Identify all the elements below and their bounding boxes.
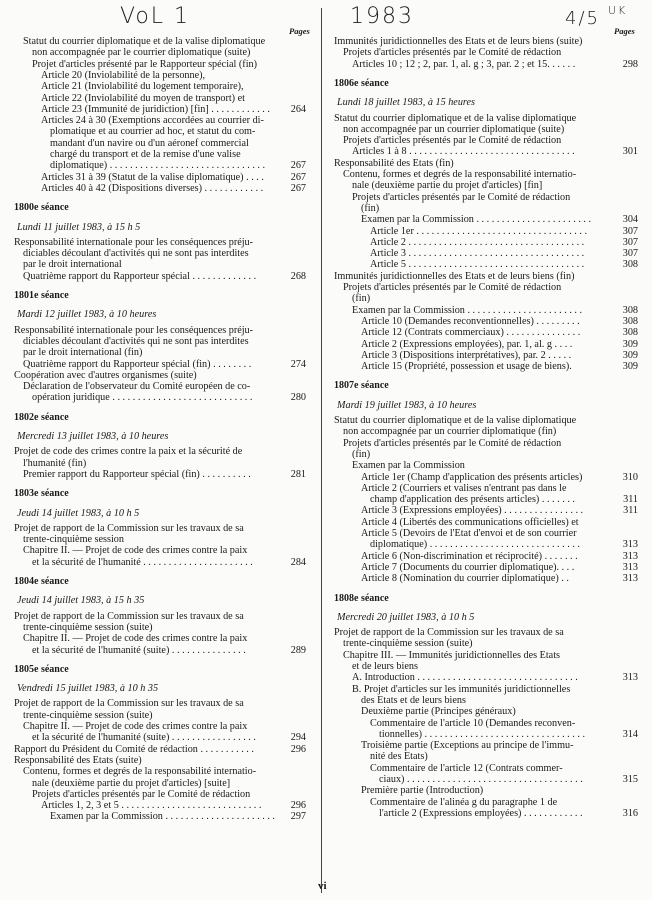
session-date: Jeudi 14 juillet 1983, à 15 h 35 [17, 595, 145, 607]
page-number: 281 [290, 468, 306, 480]
toc-entry: par le droit international [23, 259, 122, 271]
toc-entry: plomatique et au courrier ad hoc, et statut du com- [50, 126, 256, 138]
toc-entry: et la sécurité de l'humanité . . . . . . . . . . . . . . . . . . . . . . [32, 556, 253, 568]
toc-entry: nale (deuxième partie du projet d'articles) [fin] [352, 180, 543, 192]
toc-entry: opération juridique . . . . . . . . . . . . . . . . . . . . . . . . . . . . [32, 392, 253, 404]
page-number: 308 [622, 315, 638, 327]
toc-entry: trente-cinquième session [23, 534, 124, 546]
toc-entry: Projet de rapport de la Commission sur les travaux de sa [334, 627, 564, 639]
pages-header-left: Pages [289, 26, 310, 36]
toc-entry: trente-cinquième session (suite) [343, 638, 473, 650]
toc-entry: Commentaire de l'alinéa g du paragraphe 1 de [370, 796, 558, 808]
toc-entry: Article 4 (Libertés des communications officielles) et [361, 516, 579, 528]
toc-entry: l'humanité (fin) [23, 457, 87, 469]
toc-entry: Contenu, formes et degrés de la responsabilité internatio- [343, 169, 577, 180]
page-number: 315 [622, 774, 638, 785]
session-heading: 1803e séance [14, 488, 69, 500]
page-number: 307 [622, 225, 638, 237]
toc-entry: Examen par la Commission . . . . . . . . . . . . . . . . . . . . . . . [352, 304, 583, 316]
toc-entry: diciables découlant d'activités qui ne sont pas interdites [23, 335, 249, 347]
session-date: Lundi 11 juillet 1983, à 15 h 5 [17, 221, 141, 233]
toc-entry: Responsabilité internationale pour les conséquences préju- [14, 236, 254, 248]
toc-entry: Article 3 (Dispositions interprétatives), par. 2 . . . . . [361, 349, 572, 361]
toc-entry: Article 2 (Courriers et valises n'entrant pas dans le [361, 482, 567, 494]
toc-entry: et de leurs biens [352, 661, 418, 672]
toc-entry: et la sécurité de l'humanité (suite) . . . . . . . . . . . . . . . [32, 644, 246, 656]
pages-header-right: Pages [614, 26, 635, 36]
session-date: Mercredi 20 juillet 1983, à 10 h 5 [337, 611, 475, 623]
toc-entry: Projet de rapport de la Commission sur les travaux de sa [14, 610, 244, 622]
page-number: 304 [622, 214, 638, 226]
toc-entry: Chapitre II. — Projet de code des crimes contre la paix [23, 545, 248, 557]
toc-entry: Deuxième partie (Principes généraux) [361, 706, 516, 718]
session-date: Mardi 19 juillet 1983, à 10 heures [337, 399, 477, 411]
toc-entry: Article 1er (Champ d'application des présents articles) [361, 471, 583, 483]
toc-entry: Article 15 (Propriété, possession et usage de biens). [361, 361, 572, 373]
toc-entry: Chapitre II. — Projet de code des crimes contre la paix [23, 633, 248, 645]
toc-entry: tionnelles) . . . . . . . . . . . . . . . . . . . . . . . . . . . . . . . . [379, 728, 586, 740]
page-number: 313 [622, 561, 638, 573]
toc-entry: (fin) [352, 448, 371, 460]
toc-entry: Immunités juridictionnelles des Etats et de leurs biens (suite) [334, 36, 583, 47]
toc-entry: Contenu, formes et degrés de la responsabilité internatio- [23, 766, 257, 778]
toc-entry: Article 1er . . . . . . . . . . . . . . . . . . . . . . . . . . . . . . . . . . [370, 225, 588, 237]
toc-entry: diciables découlant d'activités qui ne sont pas interdites [23, 248, 249, 260]
toc-entry: Projets d'articles présentés par le Comité de rédaction [32, 788, 251, 800]
toc-entry: Article 2 . . . . . . . . . . . . . . . . . . . . . . . . . . . . . . . . . . . [370, 236, 585, 248]
toc-entry: ciaux) . . . . . . . . . . . . . . . . . . . . . . . . . . . . . . . . . . . [379, 774, 583, 785]
toc-entry: Premier rapport du Rapporteur spécial (fin) . . . . . . . . . . [23, 468, 251, 480]
handwritten-tag-note: UK [608, 4, 628, 17]
toc-entry: Responsabilité internationale pour les conséquences préju- [14, 324, 254, 336]
page-number: 289 [290, 644, 306, 656]
page-number: 301 [622, 146, 638, 158]
toc-entry: Chapitre III. — Immunités juridictionnelles des Etats [343, 649, 561, 661]
toc-entry: Rapport du Président du Comité de rédaction . . . . . . . . . . . [14, 743, 254, 755]
toc-entry: diplomatique) . . . . . . . . . . . . . . . . . . . . . . . . . . . . . . [370, 539, 580, 551]
toc-entry: Article 3 . . . . . . . . . . . . . . . . . . . . . . . . . . . . . . . . . . . [370, 248, 585, 260]
toc-entry: et la sécurité de l'humanité (suite) . . . . . . . . . . . . . . . . . [32, 732, 256, 744]
toc-entry: l'article 2 (Expressions employées) . . . . . . . . . . . . [379, 807, 583, 819]
toc-entry: Projets d'articles présentés par le Comité de rédaction [343, 437, 562, 449]
toc-entry: nale (deuxième partie du projet d'articles) [suite] [32, 777, 231, 789]
toc-entry: Projets d'articles présentés par le Comité de rédaction [343, 47, 562, 59]
page-number: 307 [622, 248, 638, 260]
page-number: 309 [622, 338, 638, 350]
page-number: 311 [623, 494, 638, 506]
page-number: 316 [622, 807, 638, 819]
page-number: 313 [622, 539, 638, 551]
toc-entry: Article 7 (Documents du courrier diplomatique). . . . [361, 561, 575, 573]
session-heading: 1804e séance [14, 576, 69, 587]
toc-entry: Coopération avec d'autres organismes (suite) [14, 369, 197, 381]
toc-entry: Quatrième rapport du Rapporteur spécial (fin) . . . . . . . . [23, 358, 252, 370]
page-number: 308 [622, 304, 638, 316]
toc-entry: champ d'application des présents articles) . . . . . . . [370, 494, 575, 506]
toc-entry: Article 22 (Inviolabilité du moyen de transport) et [41, 92, 245, 104]
toc-entry: Article 21 (Inviolabilité du logement temporaire), [41, 81, 244, 93]
toc-entry: Article 6 (Non-discrimination et réciprocité) . . . . . . . [361, 550, 578, 562]
toc-entry: Projets d'articles présentés par le Comité de rédaction [343, 282, 562, 293]
page-number: 310 [622, 471, 638, 483]
page-number: 298 [622, 58, 638, 70]
toc-entry: Article 10 (Demandes reconventionnelles) . . . . . . . . . [361, 315, 580, 327]
page-number: 274 [290, 358, 306, 370]
toc-entry: Examen par la Commission . . . . . . . . . . . . . . . . . . . . . . . [361, 214, 592, 226]
session-heading: 1805e séance [14, 663, 69, 675]
toc-entry: (fin) [352, 293, 371, 305]
page-number: 309 [622, 349, 638, 361]
toc-entry: B. Projet d'articles sur les immunités juridictionnelles [352, 683, 571, 695]
toc-entry: Articles 10 ; 12 ; 2, par. 1, al. g ; 3, par. 2 ; et 15. . . . . . [352, 58, 576, 70]
toc-entry: Articles 24 à 30 (Exemptions accordées au courrier di- [41, 115, 264, 127]
toc-entry: Déclaration de l'observateur du Comité européen de co- [23, 381, 251, 393]
toc-entry: Responsabilité des Etats (fin) [334, 157, 454, 169]
toc-entry: Projet de rapport de la Commission sur les travaux de sa [14, 522, 244, 534]
page-number: 309 [622, 361, 638, 373]
toc-entry: Responsabilité des Etats (suite) [14, 754, 142, 766]
toc-entry: non accompagnée par un courrier diplomatique (suite) [343, 123, 565, 135]
toc-entry: Commentaire de l'article 12 (Contrats commer- [370, 762, 563, 774]
toc-entry: Articles 1 à 8 . . . . . . . . . . . . . . . . . . . . . . . . . . . . . . . . . [352, 146, 575, 158]
session-date: Mardi 12 juillet 1983, à 10 heures [17, 309, 157, 321]
toc-entry: Statut du courrier diplomatique et de la valise diplomatique [334, 112, 577, 124]
toc-entry: Article 2 (Expressions employées), par. 1, al. g . . . . [361, 338, 573, 350]
session-heading: 1802e séance [14, 411, 69, 423]
session-heading: 1808e séance [334, 592, 389, 604]
page-number: 264 [290, 103, 306, 115]
toc-entry: par le droit international (fin) [23, 347, 143, 359]
toc-entry: (fin) [361, 202, 380, 214]
toc-entry: Chapitre II. — Projet de code des crimes contre la paix [23, 721, 248, 732]
toc-entry: Examen par la Commission [352, 460, 465, 472]
page-number: 313 [622, 672, 638, 684]
toc-entry: non accompagnée par le courrier diplomatique (suite) [32, 47, 251, 59]
page-number: 267 [290, 171, 306, 183]
session-heading: 1806e séance [334, 77, 389, 89]
page-number: 313 [622, 550, 638, 562]
toc-entry: non accompagnée par un courrier diplomatique (fin) [343, 426, 557, 438]
toc-entry: Projet de rapport de la Commission sur les travaux de sa [14, 698, 244, 710]
page-number: 313 [622, 573, 638, 585]
toc-entry: Immunités juridictionnelles des Etats et de leurs biens (fin) [334, 270, 575, 282]
session-heading: 1801e séance [14, 290, 69, 301]
toc-entry: chargé du transport et de la remise d'une valise [50, 149, 241, 160]
toc-entry: Article 3 (Expressions employées) . . . . . . . . . . . . . . . . [361, 505, 584, 517]
page-folio: vi [318, 880, 327, 892]
toc-entry: Article 5 (Devoirs de l'Etat d'envoi et de son courrier [361, 528, 577, 539]
page-number: 280 [290, 392, 306, 404]
page-number: 308 [622, 259, 638, 271]
toc-entry: Projets d'articles présentés par le Comité de rédaction [352, 191, 571, 203]
page-number: 268 [290, 270, 306, 282]
toc-entry: des Etats et de leurs biens [361, 694, 466, 706]
session-date: Vendredi 15 juillet 1983, à 10 h 35 [17, 683, 159, 695]
handwritten-year-note: 1983 [350, 4, 414, 29]
toc-entry: Statut du courrier diplomatique et de la valise diplomatique [334, 415, 577, 426]
toc-entry: trente-cinquième session (suite) [23, 621, 153, 633]
toc-entry: Article 8 (Nomination du courrier diplomatique) . . [361, 573, 569, 585]
toc-entry: Article 5 . . . . . . . . . . . . . . . . . . . . . . . . . . . . . . . . . . . [370, 259, 585, 271]
session-heading: 1807e séance [334, 380, 389, 392]
toc-entry: Projets d'articles présentés par le Comité de rédaction [343, 135, 562, 147]
toc-entry: trente-cinquième session (suite) [23, 709, 153, 721]
toc-entry: Articles 1, 2, 3 et 5 . . . . . . . . . . . . . . . . . . . . . . . . . . . . [41, 800, 262, 812]
page-number: 296 [290, 743, 306, 755]
session-heading: 1800e séance [14, 202, 69, 214]
toc-entry: nité des Etats) [370, 751, 428, 763]
handwritten-volume-note: VoL 1 [120, 4, 191, 29]
page-number: 314 [622, 728, 638, 740]
toc-entry: Articles 31 à 39 (Statut de la valise diplomatique) . . . . [41, 171, 264, 183]
toc-entry: Troisième partie (Exceptions au principe de l'immu- [361, 740, 574, 752]
toc-entry: mandant d'un navire ou d'un aéronef commercial [50, 137, 249, 149]
toc-entry: Examen par la Commission . . . . . . . . . . . . . . . . . . . . . . [50, 811, 275, 823]
toc-entry: Première partie (Introduction) [361, 785, 484, 797]
toc-entry: Article 12 (Contrats commerciaux) . . . . . . . . . . . . . . . [361, 327, 581, 339]
page-number: 284 [290, 556, 306, 568]
page-number: 311 [623, 505, 638, 517]
toc-entry: diplomatique) . . . . . . . . . . . . . . . . . . . . . . . . . . . . . . . [50, 160, 266, 172]
toc-entry: Statut du courrier diplomatique et de la valise diplomatique [23, 36, 266, 47]
page-number: 267 [290, 182, 306, 194]
toc-entry: Article 20 (Inviolabilité de la personne), [41, 69, 206, 81]
session-date: Mercredi 13 juillet 1983, à 10 heures [17, 431, 169, 442]
session-date: Jeudi 14 juillet 1983, à 10 h 5 [17, 507, 140, 519]
page-number: 307 [622, 236, 638, 248]
page-number: 297 [290, 811, 306, 823]
toc-entry: Quatrième rapport du Rapporteur spécial . . . . . . . . . . . . . [23, 270, 257, 282]
page-number: 296 [290, 800, 306, 812]
page-number: 308 [622, 327, 638, 339]
page-number: 294 [290, 732, 306, 744]
page-number: 267 [290, 160, 306, 172]
handwritten-fraction-note: 4/5 [565, 8, 600, 29]
toc-entry: Commentaire de l'article 10 (Demandes reconven- [370, 717, 576, 729]
session-date: Lundi 18 juillet 1983, à 15 heures [337, 97, 475, 109]
toc-entry: Projet d'articles présenté par le Rapporteur spécial (fin) [32, 58, 258, 70]
toc-entry: A. Introduction . . . . . . . . . . . . . . . . . . . . . . . . . . . . . . . . [352, 672, 578, 684]
column-divider [321, 8, 322, 893]
toc-entry: Projet de code des crimes contre la paix et la sécurité de [14, 446, 243, 458]
toc-entry: Article 23 (Immunité de juridiction) [fin] . . . . . . . . . . . . [41, 103, 270, 115]
toc-entry: Articles 40 à 42 (Dispositions diverses) . . . . . . . . . . . . [41, 182, 264, 194]
